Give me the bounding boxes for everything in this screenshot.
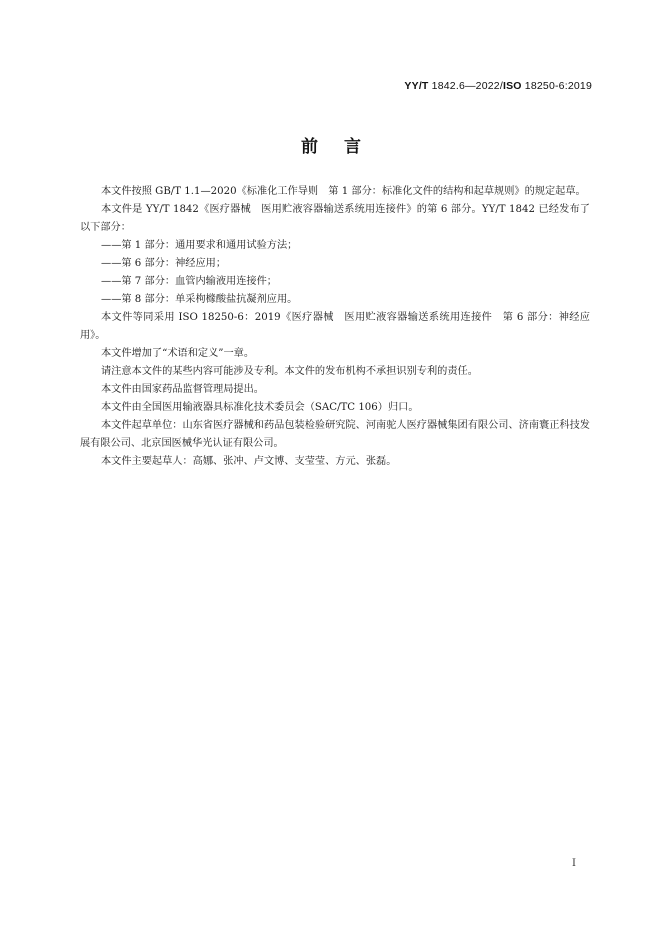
page-number: I [572,858,576,869]
paragraph-iso-adoption: 本文件等同采用 ISO 18250-6：2019《医疗器械 医用贮液容器输送系统用连接件 第 6 部分：神经应用》。 [80,312,590,341]
page-title: 前言 [301,137,387,157]
paragraph-proposed-by: 本文件由国家药品监督管理局提出。 [101,384,264,395]
list-item-part-8: ——第 8 部分：单采枸橼酸盐抗凝剂应用。 [101,294,298,305]
paragraph-terms-chapter: 本文件增加了“术语和定义”一章。 [101,348,255,359]
document-code [404,80,592,92]
doc-code-iso: ISO [502,80,522,92]
paragraph-drafting-organizations: 本文件起草单位：山东省医疗器械和药品包装检验研究院、河南驼人医疗器械集团有限公司、济南寰正科技发展有限公司、北京国医械华光认证有限公司。 [80,420,590,449]
doc-code-mid: 1842.6—2022/ [428,80,503,92]
doc-code-prefix: YY/T [404,80,429,92]
foreword-body [80,183,590,471]
paragraph-drafters: 本文件主要起草人：高娜、张冲、卢文博、支莹莹、方元、张磊。 [101,456,397,467]
paragraph-patent-notice: 请注意本文件的某些内容可能涉及专利。本文件的发布机构不承担识别专利的责任。 [101,366,478,377]
paragraph-drafting-rules: 本文件按照 GB/T 1.1—2020《标准化工作导则 第 1 部分：标准化文件的结构和起草规则》的规定起草。 [101,186,586,197]
paragraph-series-intro: 本文件是 YY/T 1842《医疗器械 医用贮液容器输送系统用连接件》的第 6 部分。YY/T 1842 已经发布了以下部分： [80,204,590,233]
list-item-part-1: ——第 1 部分：通用要求和通用试验方法； [101,240,298,251]
doc-code-suffix: 18250-6:2019 [521,80,592,92]
list-item-part-7: ——第 7 部分：血管内输液用连接件； [101,276,277,287]
paragraph-technical-committee: 本文件由全国医用输液器具标准化技术委员会（SAC/TC 106）归口。 [101,402,419,413]
list-item-part-6: ——第 6 部分：神经应用； [101,258,227,269]
